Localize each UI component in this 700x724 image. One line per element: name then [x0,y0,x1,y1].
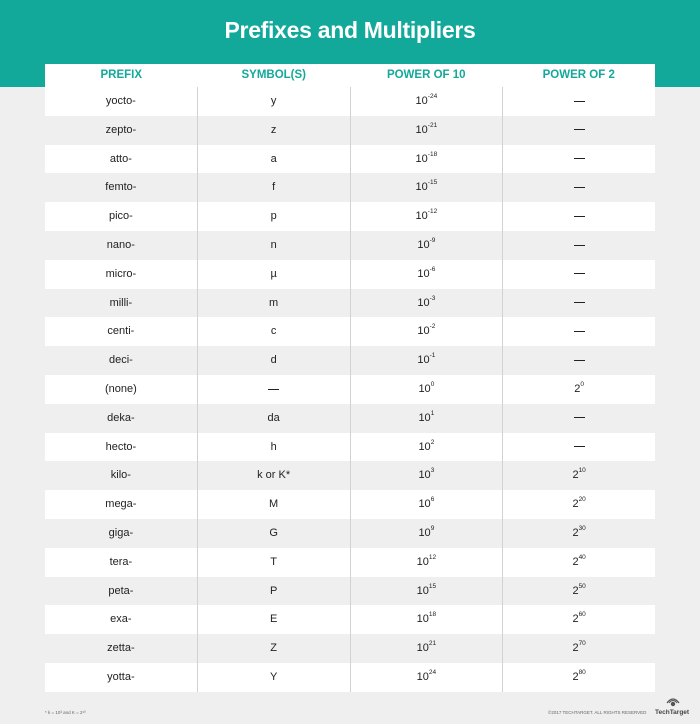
base-10: 10 [415,95,428,107]
power-of-10-cell [351,289,504,318]
exponent: -15 [427,179,438,187]
base-2: 2 [572,526,579,539]
exponent: -6 [429,265,436,273]
symbol-cell: M [197,490,351,519]
table-row [45,404,655,433]
symbol-cell: y [197,87,351,116]
table-row [45,289,655,318]
em-dash [574,187,585,188]
em-dash [574,245,585,246]
base-10: 10 [417,354,430,367]
power-of-10-cell [351,375,504,404]
power-of-2-cell [503,87,655,116]
power-of-2-cell [503,634,655,663]
power-of-2-cell [503,173,655,202]
em-dash [574,216,585,217]
table-row [45,202,655,231]
power-of-10-cell [351,260,504,289]
prefix-cell: nano- [106,238,135,251]
symbol-cell: Z [197,634,351,663]
table-row [45,346,655,375]
symbol-cell: E [197,605,351,634]
em-dash [574,331,585,332]
exponent: 20 [578,496,586,504]
prefix-cell: yocto- [105,95,136,107]
prefix-cell: deka- [107,411,135,424]
prefix-cell: milli- [109,296,133,309]
power-of-2-cell [503,577,655,606]
exponent: 1 [430,409,435,417]
exponent: 18 [428,611,437,619]
em-dash [574,302,585,303]
header-prefix: PREFIX [100,69,143,81]
exponent: 50 [578,582,586,590]
base-10: 10 [417,325,430,338]
header-symbols: SYMBOL(S) [241,69,307,81]
exponent: -24 [427,93,438,100]
table-row [45,317,655,346]
prefix-cell: hecto- [105,440,137,453]
power-of-2-cell [503,519,655,548]
symbol-cell: z [197,116,351,145]
em-dash [574,129,585,130]
exponent: -12 [427,208,438,216]
symbol-cell: n [197,231,351,260]
table-row [45,577,655,606]
table-row [45,461,655,490]
exponent: 70 [578,640,586,648]
symbol-cell: m [197,289,351,318]
prefix-cell: peta- [108,584,134,597]
symbol-cell: c [197,317,351,346]
base-2: 2 [572,469,579,482]
prefix-cell: mega- [105,498,137,511]
power-of-10-cell [351,173,504,202]
symbol-cell: G [197,519,351,548]
table-row [45,145,655,174]
symbol-cell: a [197,145,351,174]
base-2: 2 [572,670,579,683]
power-of-2-cell [503,605,655,634]
base-10: 10 [418,469,431,482]
exponent: 80 [578,668,586,676]
exponent: -2 [429,323,436,331]
power-of-10-cell [351,87,504,116]
base-10: 10 [415,123,428,136]
table-row [45,605,655,634]
power-of-2-cell [503,375,655,404]
power-of-2-cell [503,346,655,375]
table-row [45,634,655,663]
exponent: 2 [430,438,435,446]
em-dash [268,389,279,390]
power-of-2-cell [503,145,655,174]
base-10: 10 [416,555,429,568]
table-row [45,87,655,116]
exponent: 9 [430,524,435,532]
header-power-of-2: POWER OF 2 [542,69,615,81]
power-of-2-cell [503,548,655,577]
symbol-cell: d [197,346,351,375]
power-of-2-cell [503,663,655,692]
base-10: 10 [416,584,429,597]
base-2: 2 [572,584,579,597]
exponent: 15 [428,582,437,590]
exponent: 0 [580,380,584,388]
power-of-10-cell [351,634,504,663]
prefix-cell: atto- [109,152,132,165]
base-10: 10 [418,411,431,424]
symbol-cell: k or K* [197,461,351,490]
power-of-2-cell [503,490,655,519]
base-10: 10 [417,238,430,251]
power-of-10-cell [351,663,504,692]
power-of-2-cell [503,289,655,318]
exponent: 24 [428,668,437,676]
table-row [45,519,655,548]
base-10: 10 [415,181,428,194]
em-dash [574,417,585,418]
table-row [45,260,655,289]
techtarget-logo [655,696,695,720]
power-of-10-cell [351,433,504,462]
symbol-cell: da [197,404,351,433]
power-of-10-cell [351,202,504,231]
symbol-cell: f [197,173,351,202]
base-10: 10 [415,152,428,165]
symbol-cell: P [197,577,351,606]
exponent: 21 [428,640,437,648]
prefix-cell: yotta- [107,670,135,683]
table-row [45,548,655,577]
exponent: 6 [430,496,435,504]
exponent: 12 [428,553,437,561]
base-2: 2 [572,642,579,655]
exponent: -1 [429,352,436,360]
header-power-of-10: POWER OF 10 [386,69,466,81]
prefix-cell: pico- [108,210,133,223]
exponent: -21 [427,121,438,129]
base-10: 10 [418,382,431,395]
prefix-cell: centi- [107,325,135,338]
symbol-cell: µ [197,260,351,289]
power-of-10-cell [351,605,504,634]
symbol-cell: Y [197,663,351,692]
em-dash [574,101,585,102]
em-dash [574,158,585,159]
power-of-10-cell [351,346,504,375]
base-10: 10 [417,267,430,280]
base-10: 10 [416,670,429,683]
exponent: 40 [578,553,586,561]
prefix-cell: kilo- [110,469,131,482]
table-body [45,87,655,692]
power-of-2-cell [503,433,655,462]
power-of-10-cell [351,231,504,260]
table-row [45,231,655,260]
power-of-2-cell [503,116,655,145]
base-10: 10 [418,440,431,453]
copyright: ©2017 TECHTARGET. ALL RIGHTS RESERVED [548,710,647,715]
power-of-10-cell [351,577,504,606]
base-10: 10 [418,526,431,539]
em-dash [574,273,585,274]
symbol-cell: p [197,202,351,231]
base-2: 2 [572,613,579,626]
table-row [45,116,655,145]
base-2: 2 [572,498,579,511]
page-title: Prefixes and Multipliers [224,17,476,43]
prefix-cell: zetta- [107,642,135,655]
base-2: 2 [574,382,581,395]
power-of-10-cell [351,548,504,577]
logo-text: TechTarget [655,709,690,716]
table-row [45,375,655,404]
base-10: 10 [416,642,429,655]
table-row [45,663,655,692]
prefix-cell: femto- [105,181,137,194]
base-10: 10 [415,210,428,223]
eye-icon [666,696,680,708]
power-of-2-cell [503,260,655,289]
power-of-2-cell [503,317,655,346]
power-of-10-cell [351,461,504,490]
power-of-10-cell [351,116,504,145]
power-of-10-cell [351,145,504,174]
table-row [45,173,655,202]
power-of-10-cell [351,519,504,548]
prefix-cell: micro- [105,267,137,280]
exponent: 10 [578,467,586,475]
exponent: 3 [430,467,435,475]
exponent: -9 [429,236,436,244]
prefix-cell: zepto- [105,123,137,136]
prefix-cell: giga- [108,526,134,539]
power-of-10-cell [351,404,504,433]
base-10: 10 [418,498,431,511]
exponent: 60 [578,611,586,619]
power-of-2-cell [503,231,655,260]
table-row [45,433,655,462]
prefix-cell: exa- [110,613,132,626]
prefix-cell: deci- [108,354,133,367]
base-10: 10 [417,296,430,309]
base-10: 10 [416,613,429,626]
power-of-10-cell [351,317,504,346]
power-of-2-cell [503,461,655,490]
symbol-cell: h [197,433,351,462]
exponent: -3 [429,294,436,302]
power-of-10-cell [351,490,504,519]
table-header [45,64,655,87]
exponent: 0 [430,380,435,388]
prefix-cell: tera- [109,555,133,568]
prefix-table [45,64,655,692]
footnote: * k = 10³ and K = 2¹⁰ [45,710,86,715]
power-of-2-cell [503,404,655,433]
exponent: -18 [427,150,438,158]
em-dash [574,446,585,447]
exponent: 30 [578,524,586,532]
table-row [45,490,655,519]
prefix-cell: (none) [104,382,137,395]
symbol-cell: T [197,548,351,577]
power-of-2-cell [503,202,655,231]
symbol-cell [197,375,351,404]
base-2: 2 [572,555,579,568]
em-dash [574,360,585,361]
